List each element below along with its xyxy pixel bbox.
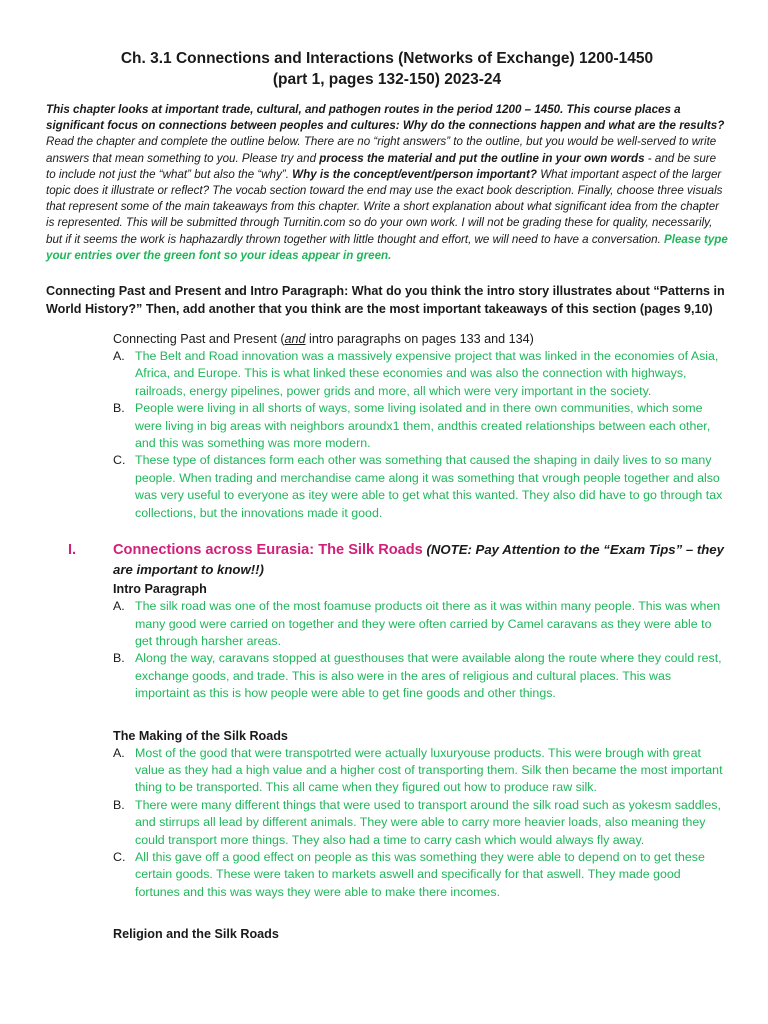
- intro-paragraph-heading: Intro Paragraph: [113, 582, 207, 597]
- cpp-heading: [113, 330, 728, 348]
- section-1-heading: [46, 540, 728, 580]
- instructions-green-note: Please type your entries over the green font so your ideas appear in green.: [46, 232, 728, 262]
- title-line-1: Ch. 3.1 Connections and Interactions (Networks of Exchange) 1200-1450: [120, 50, 654, 67]
- answer-text[interactable]: The silk road was one of the most foamuse products oit there as it was within many people. This was when many good were carried on together and they were often carried by Camel caravans as they were able to get through harsher areas.: [135, 599, 721, 648]
- list-letter: B.: [113, 401, 125, 416]
- answer-text[interactable]: These type of distances form each other was something that caused the shaping in daily lives to so many people. When trading and merchandise came along it was something that vrough people together and also was very useful to everyone as itey were able to get what this wanted. They also did have to go through tax collections, but the innovations made it good.: [135, 453, 723, 520]
- list-item[interactable]: [113, 849, 728, 901]
- instructions-text-1: Read the chapter and complete the outline below. There are no “right answers” to the outline, but you would be well-served to write answers that mean something to you. Please try and: [46, 135, 717, 165]
- list-letter: A.: [113, 745, 125, 760]
- answer-text[interactable]: Most of the good that were transpotrted were actually luxuryouse products. This were brough with great value as they had a high value and a higher cost of transporting them. Silk then became the most important thing to be transported. This all came when they figured out how to produce raw silk.: [135, 745, 723, 795]
- making-silk-roads-heading: The Making of the Silk Roads: [113, 728, 288, 743]
- cpp-heading-and: and: [284, 332, 306, 347]
- instructions-emphasis-1: process the material and put the outline in your own words: [319, 151, 645, 165]
- list-item[interactable]: [113, 598, 728, 650]
- cpp-heading-part-b: intro paragraphs on pages 133 and 134): [305, 332, 534, 347]
- instructions-paragraph: [46, 102, 728, 264]
- title-line-2: (part 1, pages 132-150) 2023-24: [272, 71, 502, 88]
- list-item[interactable]: [113, 348, 728, 400]
- section-title: Connections across Eurasia: The Silk Roads: [113, 542, 423, 559]
- making-answer-list: [113, 745, 728, 902]
- section-prompt: Connecting Past and Present and Intro Paragraph: What do you think the intro story illustrates about “Patterns in World History?” Then, add another that you think are the most important takeaways of this section (pages 9,10): [46, 284, 725, 317]
- document-title: [46, 48, 728, 90]
- instructions-text-3: What important aspect of the larger topic does it illustrate or reflect? The vocab section toward the end may use the exact book description. Finally, choose three visuals that represent some of the main takeaways from this chapter. Write a short explanation about what significant idea from the chapter is represented. This will be submitted through Turnitin.com so do your own work. I will not be grading these for quality, necessarily, but if it seems the work is haphazardly thrown together with little thought and effort, we will need to have a conversation.: [46, 167, 723, 246]
- cpp-heading-part-a: Connecting Past and Present (: [113, 332, 285, 347]
- answer-text[interactable]: There were many different things that were used to transport around the silk road such as yokesm saddles, and stirrups all lead by different animals. They were able to carry more heavier loads, also meaning they could transport more things. They also had a time to carry cash which would always fly away.: [135, 797, 721, 847]
- list-letter: B.: [113, 651, 125, 666]
- list-item[interactable]: [113, 400, 728, 452]
- list-letter: C.: [113, 453, 126, 468]
- religion-silk-roads-heading: Religion and the Silk Roads: [113, 927, 279, 942]
- instructions-emphasis-2: Why is the concept/event/person important?: [292, 167, 537, 181]
- list-item[interactable]: [113, 452, 728, 522]
- list-item[interactable]: [113, 650, 728, 702]
- list-letter: A.: [113, 349, 125, 364]
- section-number: I.: [68, 542, 77, 559]
- instructions-text-2: - and be sure to include not just the “what” but also the “why”.: [46, 151, 717, 181]
- list-letter: C.: [113, 849, 126, 864]
- cpp-answer-list: [113, 348, 728, 522]
- list-letter: A.: [113, 599, 125, 614]
- exam-tips-note: (NOTE: Pay Attention to the “Exam Tips” – they are important to know!!): [113, 542, 724, 578]
- list-item[interactable]: [113, 745, 728, 797]
- answer-text[interactable]: Along the way, caravans stopped at guesthouses that were available along the route where they could rest, exchange goods, and trade. This is also were in the ares of religious and cultural places. This was importaint as this is how people were able to get fine goods and other things.: [135, 651, 722, 701]
- intro-answer-list: [113, 598, 728, 702]
- answer-text[interactable]: People were living in all shorts of ways, some living isolated and in there own communities, which some were living in big areas with neighbors aroundx1 them, andthis created relationships between each other, and this was something was more modern.: [135, 401, 711, 451]
- answer-text[interactable]: The Belt and Road innovation was a massively expensive project that was linked in the economies of Asia, Africa, and Europe. This is what linked these economies and was also the connection with highways, railroads, energy pipelines, power grids and more, all which were very important in the society.: [135, 349, 719, 398]
- answer-text[interactable]: All this gave off a good effect on people as this was something they were able to depend on to get these certain goods. These were taken to markets aswell and specifically for that aswell. They made good fortunes and this was ways they were able to make there incomes.: [135, 849, 705, 899]
- list-letter: B.: [113, 797, 125, 812]
- instructions-focus: This chapter looks at important trade, cultural, and pathogen routes in the period 1200 – 1450. This course places a significant focus on connections between peoples and cultures: Why do the connections happen and what are the results?: [46, 103, 725, 133]
- list-item[interactable]: [113, 797, 728, 849]
